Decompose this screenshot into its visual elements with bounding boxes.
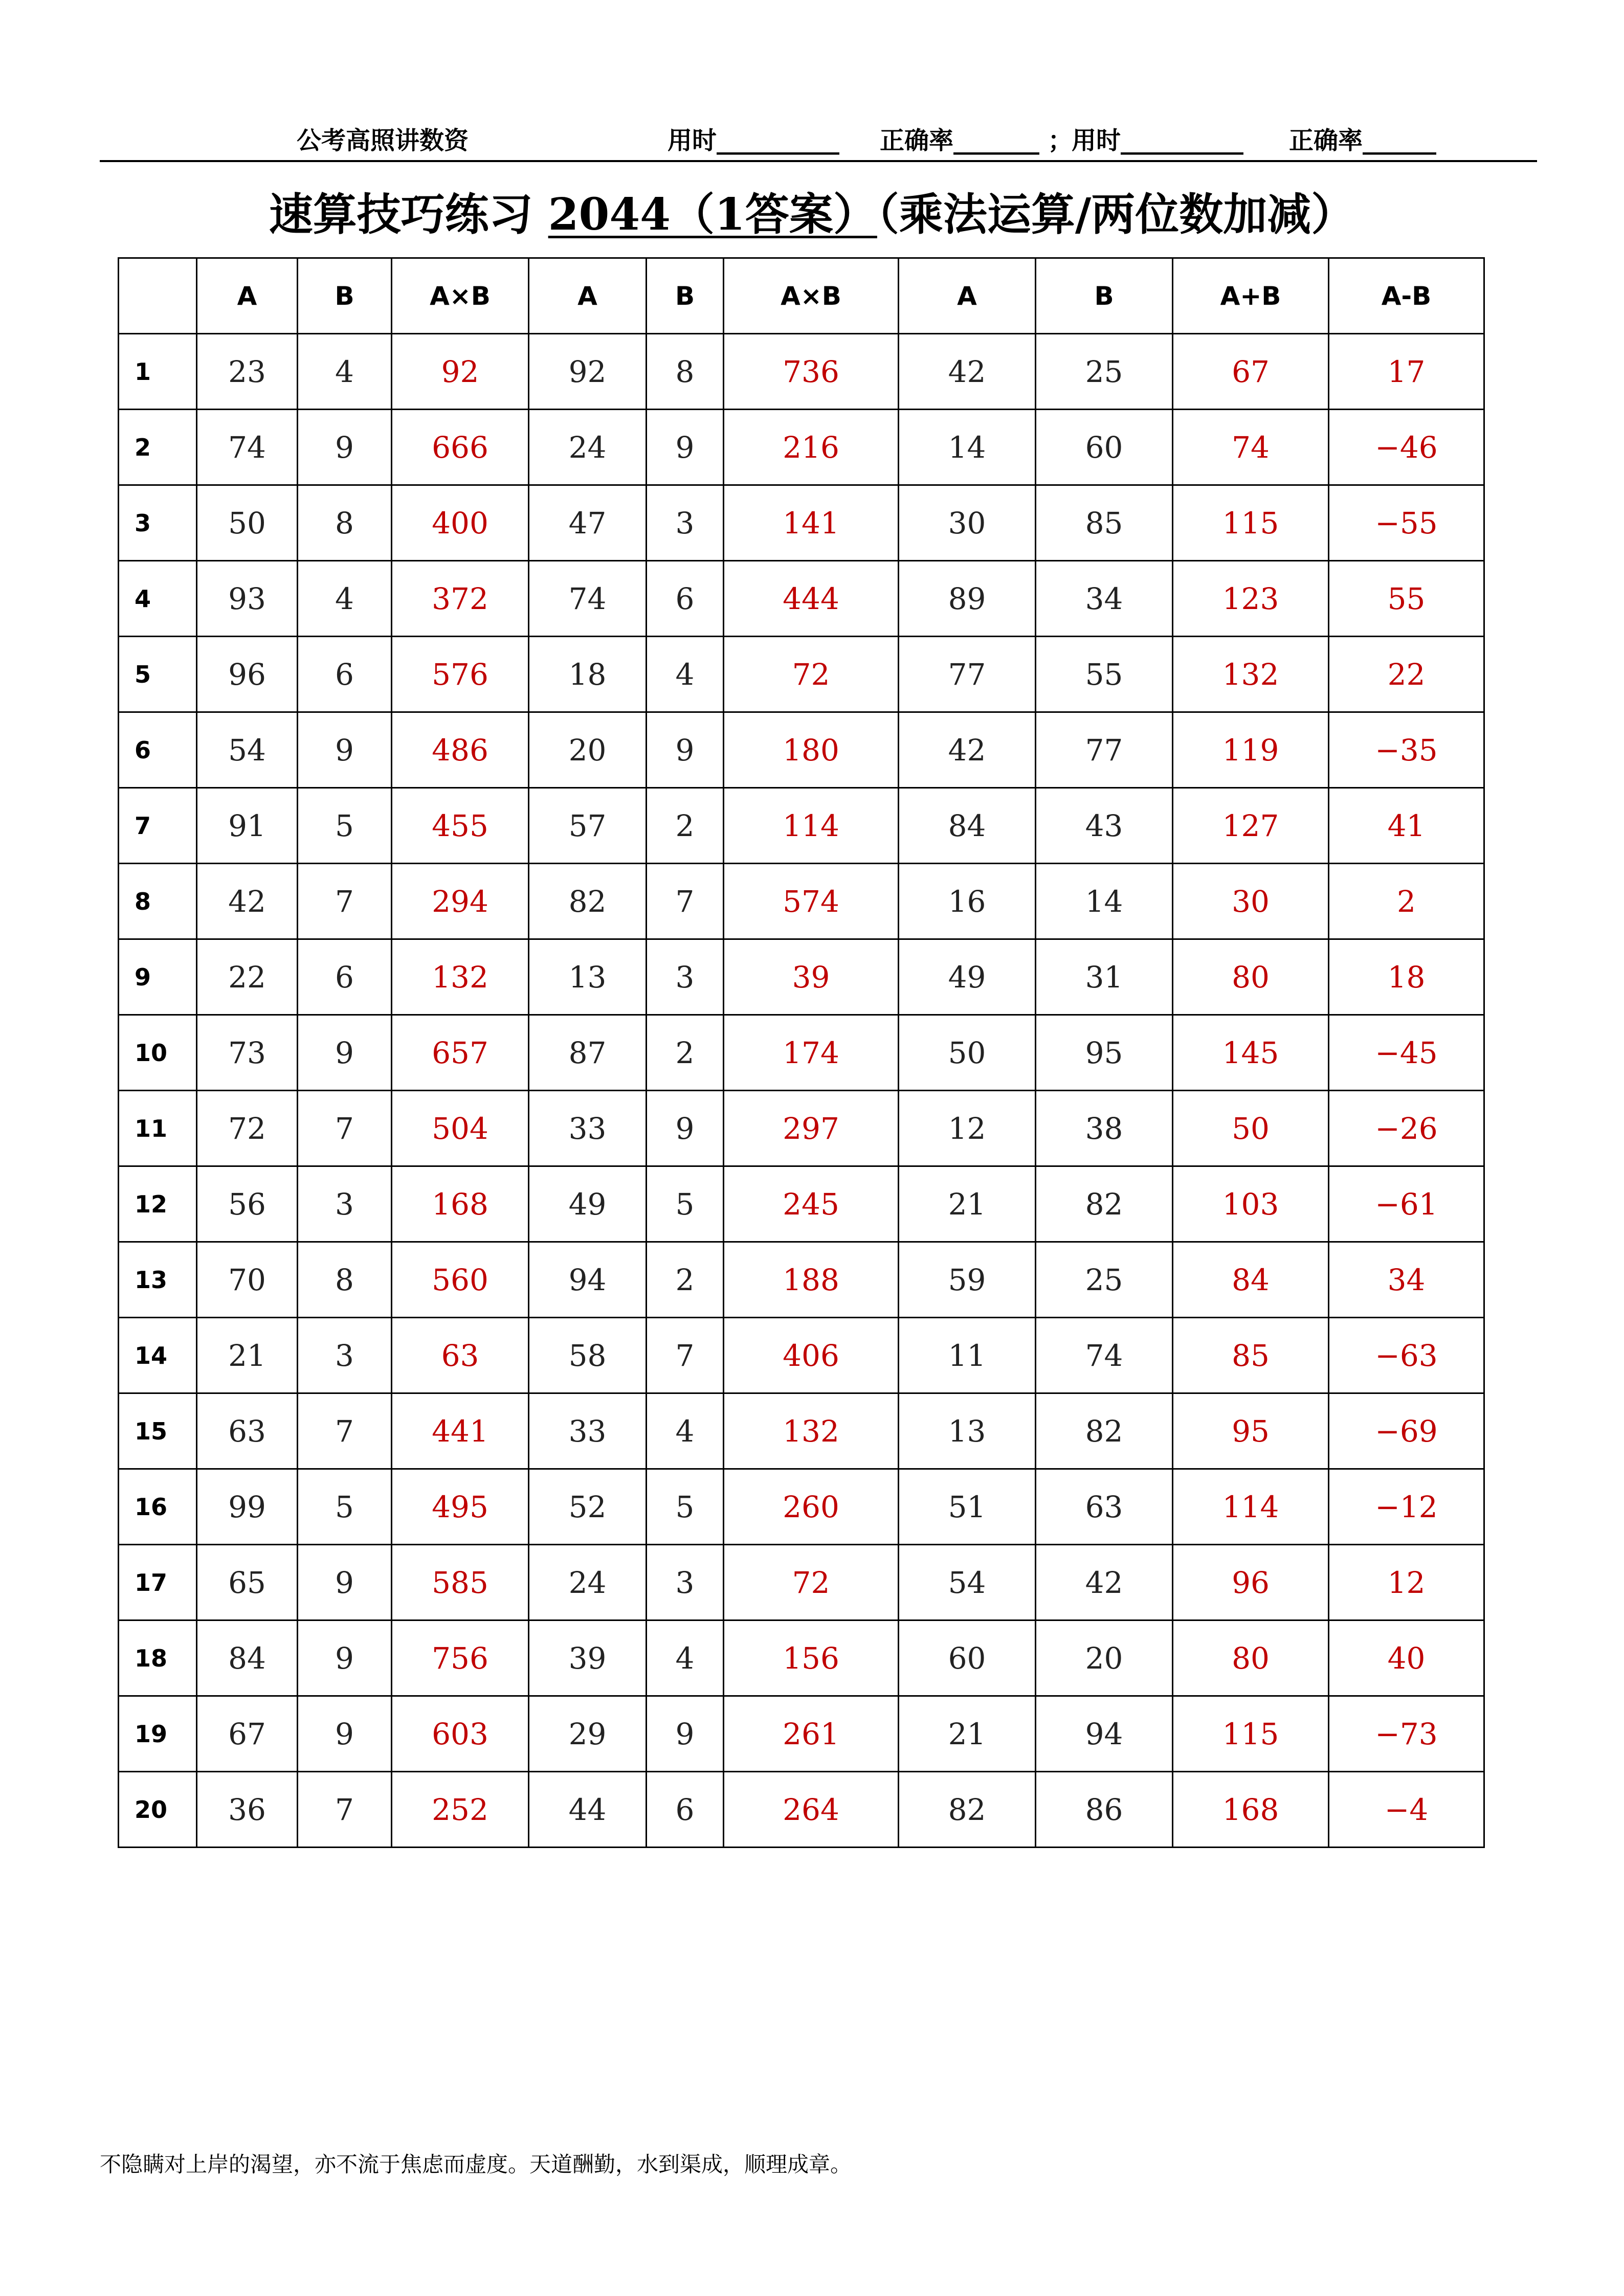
answer-cell: 127 xyxy=(1173,788,1329,864)
operand-cell: 5 xyxy=(647,1166,724,1242)
header-cell: A×B xyxy=(724,258,899,334)
operand-cell: 3 xyxy=(647,1545,724,1620)
answer-cell: 67 xyxy=(1173,334,1329,410)
answer-cell: 174 xyxy=(724,1015,899,1091)
operand-cell: 73 xyxy=(197,1015,298,1091)
operand-cell: 65 xyxy=(197,1545,298,1620)
operand-cell: 23 xyxy=(197,334,298,410)
operand-cell: 9 xyxy=(298,1620,392,1696)
answer-cell: 22 xyxy=(1329,637,1484,712)
operand-cell: 93 xyxy=(197,561,298,637)
answer-cell: 50 xyxy=(1173,1091,1329,1166)
operand-cell: 9 xyxy=(298,712,392,788)
answer-cell: 132 xyxy=(392,939,529,1015)
header-cell: A xyxy=(197,258,298,334)
answer-cell: −46 xyxy=(1329,410,1484,485)
title-prefix: 速算技巧练习 xyxy=(269,189,548,240)
header-cell: B xyxy=(647,258,724,334)
operand-cell: 9 xyxy=(298,1545,392,1620)
row-index: 14 xyxy=(119,1318,197,1393)
answer-cell: 119 xyxy=(1173,712,1329,788)
operand-cell: 30 xyxy=(899,485,1036,561)
answer-cell: 444 xyxy=(724,561,899,637)
title-suffix: （乘法运算/两位数加减） xyxy=(877,189,1355,240)
answer-cell: 168 xyxy=(1173,1772,1329,1848)
table-row xyxy=(119,939,1484,1015)
answer-cell: 372 xyxy=(392,561,529,637)
operand-cell: 42 xyxy=(1036,1545,1173,1620)
answer-cell: 92 xyxy=(392,334,529,410)
operand-cell: 95 xyxy=(1036,1015,1173,1091)
answer-cell: 260 xyxy=(724,1469,899,1545)
operand-cell: 82 xyxy=(1036,1393,1173,1469)
operand-cell: 8 xyxy=(647,334,724,410)
answer-cell: 132 xyxy=(724,1393,899,1469)
header-cell-index xyxy=(119,258,197,334)
row-index: 18 xyxy=(119,1620,197,1696)
answer-cell: 560 xyxy=(392,1242,529,1318)
answer-cell: 85 xyxy=(1173,1318,1329,1393)
header-divider xyxy=(100,160,1537,162)
table-row xyxy=(119,637,1484,712)
table-row xyxy=(119,1318,1484,1393)
operand-cell: 42 xyxy=(197,864,298,939)
operand-cell: 5 xyxy=(647,1469,724,1545)
accuracy-field-2[interactable]: 正确率______ xyxy=(1289,126,1437,155)
operand-cell: 4 xyxy=(647,1620,724,1696)
operand-cell: 50 xyxy=(197,485,298,561)
operand-cell: 74 xyxy=(1036,1318,1173,1393)
operand-cell: 2 xyxy=(647,1242,724,1318)
operand-cell: 74 xyxy=(529,561,647,637)
answer-cell: 12 xyxy=(1329,1545,1484,1620)
operand-cell: 4 xyxy=(298,561,392,637)
table-row xyxy=(119,1091,1484,1166)
operand-cell: 3 xyxy=(298,1318,392,1393)
operand-cell: 8 xyxy=(298,1242,392,1318)
row-index: 3 xyxy=(119,485,197,561)
operand-cell: 82 xyxy=(529,864,647,939)
answer-cell: 84 xyxy=(1173,1242,1329,1318)
answer-cell: 72 xyxy=(724,637,899,712)
answer-cell: 72 xyxy=(724,1545,899,1620)
table-row xyxy=(119,1620,1484,1696)
table-body xyxy=(119,334,1484,1848)
answer-cell: 145 xyxy=(1173,1015,1329,1091)
table-row xyxy=(119,1772,1484,1848)
table-row xyxy=(119,1469,1484,1545)
operand-cell: 20 xyxy=(1036,1620,1173,1696)
row-index: 5 xyxy=(119,637,197,712)
answer-cell: 441 xyxy=(392,1393,529,1469)
operand-cell: 2 xyxy=(647,788,724,864)
answer-cell: −35 xyxy=(1329,712,1484,788)
table-row xyxy=(119,485,1484,561)
operand-cell: 44 xyxy=(529,1772,647,1848)
answer-cell: −4 xyxy=(1329,1772,1484,1848)
operand-cell: 70 xyxy=(197,1242,298,1318)
answer-cell: 504 xyxy=(392,1091,529,1166)
row-index: 7 xyxy=(119,788,197,864)
operand-cell: 77 xyxy=(899,637,1036,712)
row-index: 13 xyxy=(119,1242,197,1318)
footer-motto: 不隐瞒对上岸的渴望，亦不流于焦虑而虚度。天道酬勤，水到渠成，顺理成章。 xyxy=(100,2152,852,2177)
operand-cell: 63 xyxy=(197,1393,298,1469)
source-label: 公考高照讲数资 xyxy=(297,126,469,155)
answer-cell: −69 xyxy=(1329,1393,1484,1469)
answer-cell: −73 xyxy=(1329,1696,1484,1772)
operand-cell: 2 xyxy=(647,1015,724,1091)
operand-cell: 42 xyxy=(899,712,1036,788)
table-row xyxy=(119,1242,1484,1318)
operand-cell: 9 xyxy=(647,1696,724,1772)
operand-cell: 54 xyxy=(197,712,298,788)
operand-cell: 47 xyxy=(529,485,647,561)
page-header xyxy=(100,121,1537,162)
table-row xyxy=(119,864,1484,939)
row-index: 15 xyxy=(119,1393,197,1469)
header-cell: A-B xyxy=(1329,258,1484,334)
operand-cell: 84 xyxy=(899,788,1036,864)
answer-cell: 74 xyxy=(1173,410,1329,485)
operand-cell: 9 xyxy=(647,712,724,788)
answer-cell: 585 xyxy=(392,1545,529,1620)
operand-cell: 91 xyxy=(197,788,298,864)
operand-cell: 82 xyxy=(1036,1166,1173,1242)
table-header-row xyxy=(119,258,1484,334)
operand-cell: 22 xyxy=(197,939,298,1015)
operand-cell: 60 xyxy=(899,1620,1036,1696)
operand-cell: 14 xyxy=(1036,864,1173,939)
answer-cell: −55 xyxy=(1329,485,1484,561)
row-index: 8 xyxy=(119,864,197,939)
operand-cell: 57 xyxy=(529,788,647,864)
answer-cell: 115 xyxy=(1173,485,1329,561)
answer-cell: 123 xyxy=(1173,561,1329,637)
answer-cell: 294 xyxy=(392,864,529,939)
answer-cell: 39 xyxy=(724,939,899,1015)
answer-cell: 216 xyxy=(724,410,899,485)
operand-cell: 60 xyxy=(1036,410,1173,485)
operand-cell: 9 xyxy=(647,1091,724,1166)
operand-cell: 24 xyxy=(529,410,647,485)
operand-cell: 56 xyxy=(197,1166,298,1242)
operand-cell: 21 xyxy=(899,1696,1036,1772)
answer-cell: 103 xyxy=(1173,1166,1329,1242)
header-cell: B xyxy=(298,258,392,334)
operand-cell: 7 xyxy=(647,864,724,939)
answer-cell: 40 xyxy=(1329,1620,1484,1696)
row-index: 6 xyxy=(119,712,197,788)
answer-cell: 574 xyxy=(724,864,899,939)
operand-cell: 7 xyxy=(298,1393,392,1469)
operand-cell: 7 xyxy=(298,1091,392,1166)
answer-cell: 80 xyxy=(1173,939,1329,1015)
operand-cell: 36 xyxy=(197,1772,298,1848)
operand-cell: 33 xyxy=(529,1091,647,1166)
answer-cell: 666 xyxy=(392,410,529,485)
operand-cell: 4 xyxy=(647,637,724,712)
answer-cell: 261 xyxy=(724,1696,899,1772)
answer-cell: 180 xyxy=(724,712,899,788)
accuracy-field-1[interactable]: 正确率_______ ； xyxy=(880,126,1073,155)
table-row xyxy=(119,410,1484,485)
table-row xyxy=(119,1545,1484,1620)
operand-cell: 9 xyxy=(298,1015,392,1091)
answer-cell: 156 xyxy=(724,1620,899,1696)
answer-cell: −63 xyxy=(1329,1318,1484,1393)
answer-cell: 115 xyxy=(1173,1696,1329,1772)
operand-cell: 38 xyxy=(1036,1091,1173,1166)
answer-cell: 30 xyxy=(1173,864,1329,939)
operand-cell: 12 xyxy=(899,1091,1036,1166)
operand-cell: 24 xyxy=(529,1545,647,1620)
operand-cell: 82 xyxy=(899,1772,1036,1848)
operand-cell: 29 xyxy=(529,1696,647,1772)
answer-cell: 495 xyxy=(392,1469,529,1545)
operand-cell: 42 xyxy=(899,334,1036,410)
operand-cell: 3 xyxy=(647,939,724,1015)
operand-cell: 6 xyxy=(647,561,724,637)
header-cell: A+B xyxy=(1173,258,1329,334)
answer-cell: 141 xyxy=(724,485,899,561)
operand-cell: 34 xyxy=(1036,561,1173,637)
table-row xyxy=(119,334,1484,410)
operand-cell: 49 xyxy=(899,939,1036,1015)
operand-cell: 94 xyxy=(529,1242,647,1318)
answer-cell: 63 xyxy=(392,1318,529,1393)
answer-cell: 18 xyxy=(1329,939,1484,1015)
operand-cell: 3 xyxy=(647,485,724,561)
operand-cell: 9 xyxy=(298,410,392,485)
operand-cell: 7 xyxy=(647,1318,724,1393)
practice-table xyxy=(118,257,1485,1848)
row-index: 20 xyxy=(119,1772,197,1848)
operand-cell: 50 xyxy=(899,1015,1036,1091)
operand-cell: 74 xyxy=(197,410,298,485)
header-cell: A xyxy=(529,258,647,334)
operand-cell: 3 xyxy=(298,1166,392,1242)
row-index: 19 xyxy=(119,1696,197,1772)
time-field-2[interactable]: 用时__________ xyxy=(1072,126,1244,155)
operand-cell: 7 xyxy=(298,864,392,939)
answer-cell: −45 xyxy=(1329,1015,1484,1091)
page-title xyxy=(0,179,1624,242)
operand-cell: 84 xyxy=(197,1620,298,1696)
operand-cell: 89 xyxy=(899,561,1036,637)
operand-cell: 4 xyxy=(298,334,392,410)
table-row xyxy=(119,1166,1484,1242)
answer-cell: 576 xyxy=(392,637,529,712)
answer-cell: 406 xyxy=(724,1318,899,1393)
answer-cell: 603 xyxy=(392,1696,529,1772)
answer-cell: 55 xyxy=(1329,561,1484,637)
answer-cell: 2 xyxy=(1329,864,1484,939)
operand-cell: 9 xyxy=(647,410,724,485)
table-row xyxy=(119,1015,1484,1091)
operand-cell: 25 xyxy=(1036,334,1173,410)
row-index: 17 xyxy=(119,1545,197,1620)
operand-cell: 9 xyxy=(298,1696,392,1772)
answer-cell: 80 xyxy=(1173,1620,1329,1696)
answer-cell: −61 xyxy=(1329,1166,1484,1242)
row-index: 9 xyxy=(119,939,197,1015)
operand-cell: 25 xyxy=(1036,1242,1173,1318)
operand-cell: 21 xyxy=(197,1318,298,1393)
row-index: 4 xyxy=(119,561,197,637)
operand-cell: 54 xyxy=(899,1545,1036,1620)
answer-cell: 252 xyxy=(392,1772,529,1848)
answer-cell: 455 xyxy=(392,788,529,864)
header-cell: A×B xyxy=(392,258,529,334)
operand-cell: 13 xyxy=(529,939,647,1015)
answer-cell: 756 xyxy=(392,1620,529,1696)
operand-cell: 18 xyxy=(529,637,647,712)
row-index: 16 xyxy=(119,1469,197,1545)
title-underlined: 2044（1答案） xyxy=(548,189,877,240)
row-index: 10 xyxy=(119,1015,197,1091)
operand-cell: 87 xyxy=(529,1015,647,1091)
operand-cell: 20 xyxy=(529,712,647,788)
header-cell: B xyxy=(1036,258,1173,334)
operand-cell: 63 xyxy=(1036,1469,1173,1545)
operand-cell: 94 xyxy=(1036,1696,1173,1772)
answer-cell: 114 xyxy=(1173,1469,1329,1545)
operand-cell: 7 xyxy=(298,1772,392,1848)
operand-cell: 55 xyxy=(1036,637,1173,712)
time-field-1[interactable]: 用时__________ xyxy=(668,126,840,155)
operand-cell: 13 xyxy=(899,1393,1036,1469)
operand-cell: 4 xyxy=(647,1393,724,1469)
operand-cell: 11 xyxy=(899,1318,1036,1393)
operand-cell: 72 xyxy=(197,1091,298,1166)
answer-cell: 736 xyxy=(724,334,899,410)
operand-cell: 59 xyxy=(899,1242,1036,1318)
operand-cell: 52 xyxy=(529,1469,647,1545)
answer-cell: 132 xyxy=(1173,637,1329,712)
answer-cell: 17 xyxy=(1329,334,1484,410)
row-index: 11 xyxy=(119,1091,197,1166)
operand-cell: 21 xyxy=(899,1166,1036,1242)
row-index: 1 xyxy=(119,334,197,410)
answer-cell: 400 xyxy=(392,485,529,561)
operand-cell: 6 xyxy=(647,1772,724,1848)
answer-cell: 41 xyxy=(1329,788,1484,864)
operand-cell: 6 xyxy=(298,637,392,712)
operand-cell: 92 xyxy=(529,334,647,410)
answer-cell: −12 xyxy=(1329,1469,1484,1545)
operand-cell: 58 xyxy=(529,1318,647,1393)
answer-cell: 188 xyxy=(724,1242,899,1318)
answer-cell: 486 xyxy=(392,712,529,788)
table-row xyxy=(119,712,1484,788)
operand-cell: 96 xyxy=(197,637,298,712)
header-cell: A xyxy=(899,258,1036,334)
operand-cell: 16 xyxy=(899,864,1036,939)
operand-cell: 67 xyxy=(197,1696,298,1772)
table-row xyxy=(119,561,1484,637)
answer-cell: 114 xyxy=(724,788,899,864)
operand-cell: 5 xyxy=(298,788,392,864)
answer-cell: 34 xyxy=(1329,1242,1484,1318)
operand-cell: 31 xyxy=(1036,939,1173,1015)
operand-cell: 51 xyxy=(899,1469,1036,1545)
operand-cell: 77 xyxy=(1036,712,1173,788)
operand-cell: 39 xyxy=(529,1620,647,1696)
row-index: 12 xyxy=(119,1166,197,1242)
answer-cell: −26 xyxy=(1329,1091,1484,1166)
operand-cell: 33 xyxy=(529,1393,647,1469)
operand-cell: 14 xyxy=(899,410,1036,485)
operand-cell: 86 xyxy=(1036,1772,1173,1848)
answer-cell: 657 xyxy=(392,1015,529,1091)
operand-cell: 99 xyxy=(197,1469,298,1545)
operand-cell: 43 xyxy=(1036,788,1173,864)
operand-cell: 49 xyxy=(529,1166,647,1242)
operand-cell: 8 xyxy=(298,485,392,561)
row-index: 2 xyxy=(119,410,197,485)
operand-cell: 5 xyxy=(298,1469,392,1545)
answer-cell: 245 xyxy=(724,1166,899,1242)
answer-cell: 95 xyxy=(1173,1393,1329,1469)
answer-cell: 168 xyxy=(392,1166,529,1242)
answer-cell: 297 xyxy=(724,1091,899,1166)
operand-cell: 6 xyxy=(298,939,392,1015)
table-row xyxy=(119,788,1484,864)
answer-cell: 96 xyxy=(1173,1545,1329,1620)
table-row xyxy=(119,1393,1484,1469)
operand-cell: 85 xyxy=(1036,485,1173,561)
table-row xyxy=(119,1696,1484,1772)
answer-cell: 264 xyxy=(724,1772,899,1848)
